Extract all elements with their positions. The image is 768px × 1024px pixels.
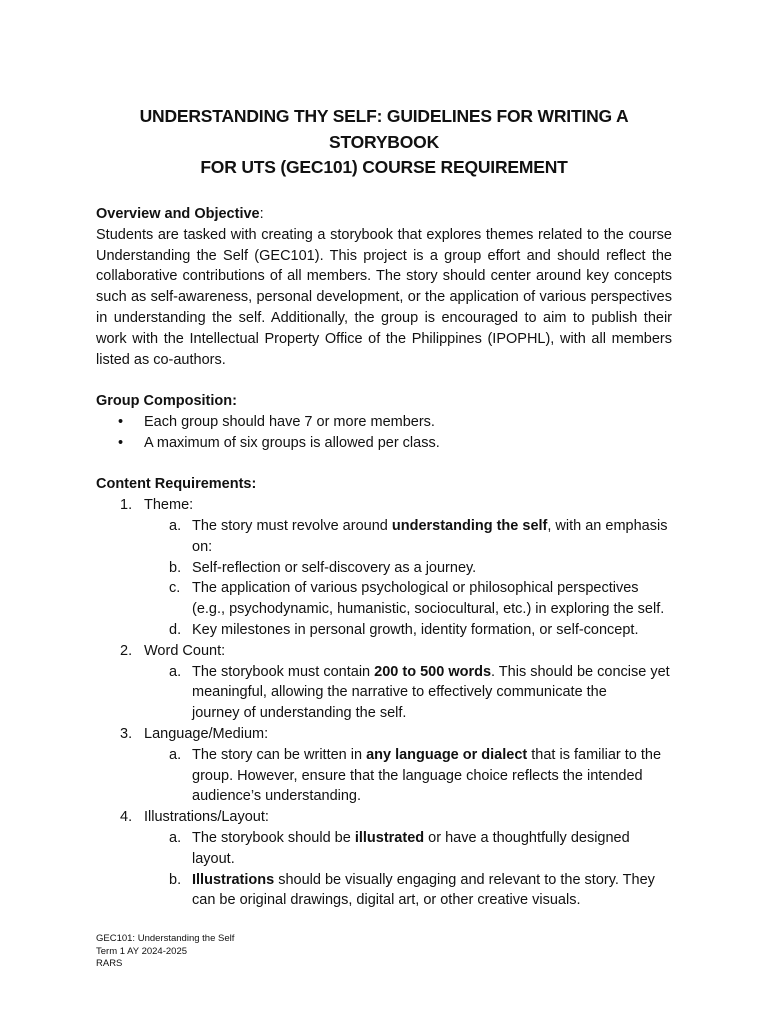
theme-number: 1. [120, 497, 133, 514]
document-body [96, 204, 672, 911]
theme-item [96, 495, 672, 516]
wordcount-item [96, 641, 672, 662]
overview-line-7: listed as co-authors. [96, 351, 226, 368]
language-item [96, 724, 672, 745]
group-heading: Group Composition: [96, 393, 237, 410]
theme-c-cont: (e.g., psychodynamic, humanistic, sociocultural, etc.) in exploring the self. [192, 601, 665, 618]
footer-initials: RARS [96, 958, 123, 969]
illustrations-a-text: The storybook should be [192, 829, 355, 846]
bullet-icon: • [118, 413, 124, 430]
illustrations-b-label: b. [169, 871, 182, 888]
illustrations-a-cont: layout. [192, 850, 235, 867]
footer-term: Term 1 AY 2024-2025 [96, 945, 188, 957]
theme-d [96, 620, 672, 641]
language-number: 3. [120, 725, 133, 742]
theme-a-bold: understanding the self [391, 517, 548, 534]
group-item-1 [96, 412, 672, 433]
illustrations-item [96, 807, 672, 828]
overview-line-2: Understanding the Self (GEC101). This project is a group effort and should reflect the [96, 247, 672, 264]
title-line-1: UNDERSTANDING THY SELF: GUIDELINES FOR WRITING A [139, 106, 629, 126]
document-title [96, 104, 672, 181]
illustrations-a [96, 828, 672, 849]
theme-c [96, 578, 672, 599]
illustrations-a-bold: illustrated [354, 829, 425, 846]
illustrations-a-text-end: or have a thoughtfully designed [424, 829, 630, 846]
illustrations-b-text: should be visually engaging and relevant to the story. They [274, 871, 655, 888]
group-item-1-text: Each group should have 7 or more members. [144, 413, 435, 430]
theme-b-text: Self-reflection or self-discovery as a journey. [192, 559, 477, 576]
wordcount-a [96, 662, 672, 683]
group-item-2 [96, 433, 672, 454]
illustrations-a-label: a. [169, 829, 182, 846]
language-a-cont-1: group. However, ensure that the language choice reflects the intended [192, 767, 643, 784]
illustrations-b-cont: can be original drawings, digital art, or other creative visuals. [192, 892, 581, 909]
theme-a-cont: on: [192, 538, 213, 555]
overview-line-1: Students are tasked with creating a storybook that explores themes related to the course [96, 226, 672, 243]
page-footer [96, 933, 234, 971]
wordcount-a-cont-1: meaningful, allowing the narrative to effectively communicate the [192, 684, 607, 701]
wordcount-a-bold: 200 to 500 words [374, 663, 492, 680]
overview-line-5: in understanding the self. Additionally, the group is encouraged to aim to publish their [96, 309, 672, 326]
wordcount-a-text-end: . This should be concise yet [491, 663, 670, 680]
illustrations-b-bold: Illustrations [192, 871, 275, 888]
language-label: Language/Medium: [144, 725, 269, 742]
overview-line-4: such as self-awareness, personal development, or the application of various perspectives [96, 289, 672, 306]
language-a [96, 745, 672, 766]
wordcount-a-cont-2: journey of understanding the self. [192, 705, 407, 722]
language-a-cont-2: audience’s understanding. [192, 788, 362, 805]
title-line-3: FOR UTS (GEC101) COURSE REQUIREMENT [200, 157, 568, 177]
illustrations-number: 4. [120, 809, 133, 826]
theme-c-label: c. [169, 580, 181, 597]
overview-line-6: work with the Intellectual Property Office of the Philippines (IPOPHL), with all members [96, 330, 672, 347]
wordcount-number: 2. [120, 642, 133, 659]
wordcount-a-text: The storybook must contain [192, 663, 375, 680]
illustrations-b [96, 870, 672, 891]
overview-heading-colon: : [259, 206, 264, 222]
theme-d-label: d. [169, 621, 182, 638]
overview-heading-line [96, 204, 672, 225]
theme-c-text: The application of various psychological or philosophical perspectives [192, 580, 639, 597]
overview-line-3: collaborative contributions of all members. The story should center around key concepts [96, 268, 672, 285]
theme-a [96, 516, 672, 537]
theme-label: Theme: [144, 497, 194, 514]
theme-d-text: Key milestones in personal growth, identity formation, or self-concept. [192, 621, 639, 638]
group-item-2-text: A maximum of six groups is allowed per class. [144, 434, 440, 451]
language-a-text-end: that is familiar to the [527, 746, 662, 763]
theme-a-label: a. [169, 517, 182, 534]
illustrations-label: Illustrations/Layout: [144, 809, 269, 826]
bullet-icon: • [118, 434, 124, 451]
theme-a-text-end: , with an emphasis [547, 517, 668, 534]
overview-heading: Overview and Objective [96, 206, 260, 222]
title-line-2: STORYBOOK [328, 131, 440, 152]
footer-course: GEC101: Understanding the Self [96, 933, 235, 944]
language-a-bold: any language or dialect [366, 746, 528, 763]
content-heading: Content Requirements: [96, 476, 257, 493]
theme-a-text: The story must revolve around [192, 517, 392, 534]
wordcount-a-label: a. [169, 663, 182, 680]
language-a-text: The story can be written in [192, 746, 367, 763]
language-a-label: a. [169, 746, 182, 763]
theme-b [96, 558, 672, 579]
wordcount-label: Word Count: [144, 642, 226, 659]
theme-b-label: b. [169, 559, 182, 576]
